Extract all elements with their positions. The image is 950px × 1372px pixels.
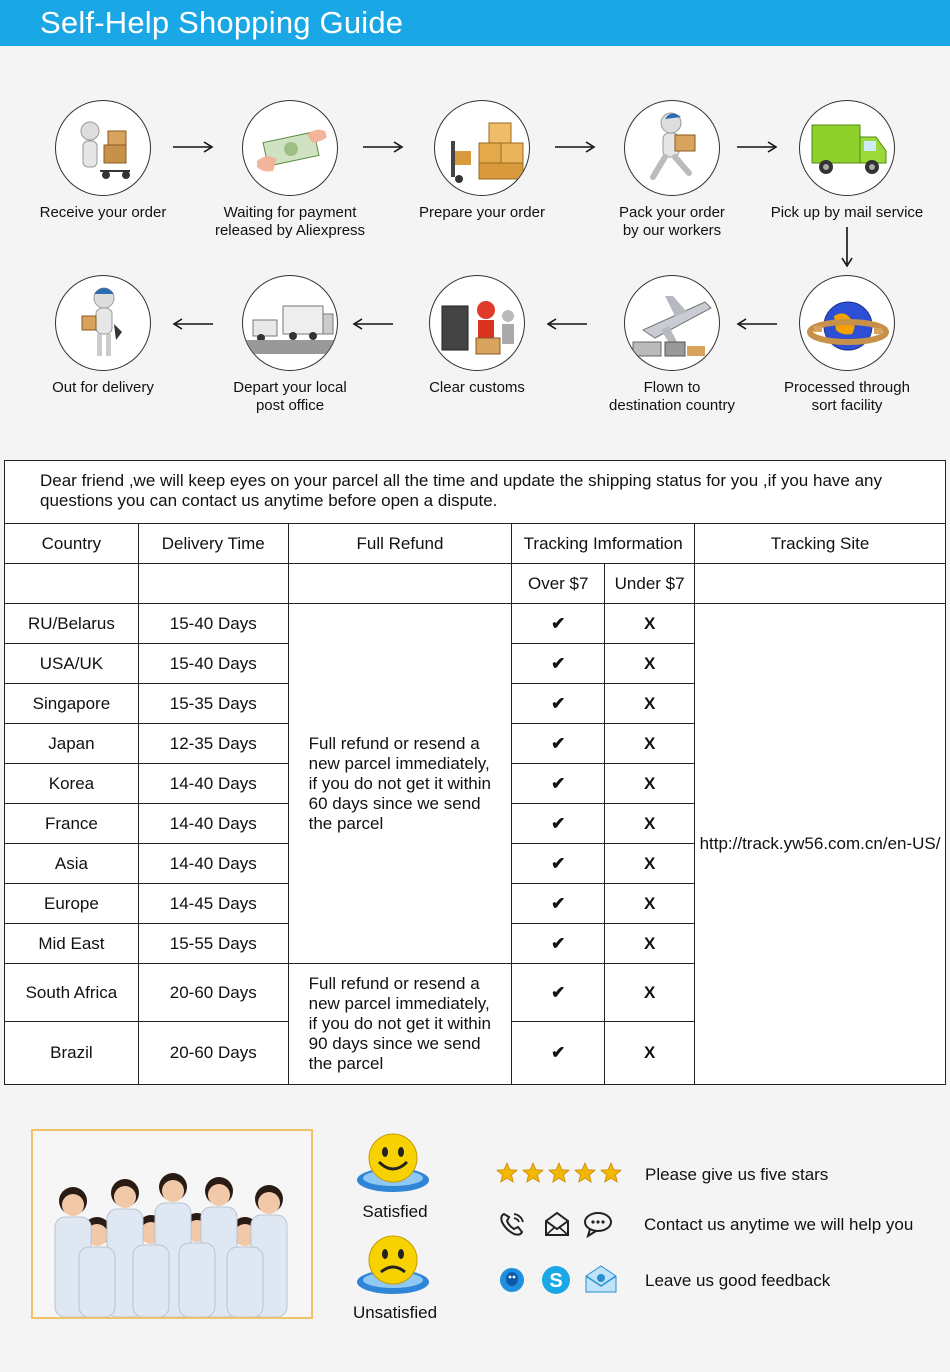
step-label: Depart your local post office [233, 379, 347, 414]
team-photo [31, 1129, 313, 1319]
step-label: Flown to destination country [609, 379, 735, 414]
customs-icon [429, 275, 525, 371]
empty-cell [288, 564, 512, 604]
five-stars-icon[interactable] [496, 1162, 622, 1184]
step-pack-order [582, 100, 762, 240]
country-cell: RU/Belarus [5, 604, 139, 644]
globe-parcels-icon [799, 275, 895, 371]
step-processed-sort [757, 275, 937, 415]
delivery-time-cell: 14-45 Days [138, 884, 288, 924]
unsatisfied-label: Unsatisfied [352, 1303, 438, 1322]
delivery-time-cell: 15-35 Days [138, 684, 288, 724]
check-icon: ✔ [512, 764, 605, 804]
arrow-right-icon [736, 140, 778, 154]
step-pick-up [757, 100, 937, 222]
trucks-icon [242, 275, 338, 371]
step-prepare-order [392, 100, 572, 222]
messenger-icon[interactable] [498, 1266, 526, 1294]
plane-icon [624, 275, 720, 371]
header-delivery-time: Delivery Time [138, 524, 288, 564]
delivery-time-cell: 20-60 Days [138, 1022, 288, 1085]
subheader-over-7: Over $7 [512, 564, 605, 604]
country-cell: South Africa [5, 964, 139, 1022]
step-clear-customs [387, 275, 567, 397]
feedback-text: Leave us good feedback [645, 1271, 831, 1290]
delivery-man-icon [55, 275, 151, 371]
check-icon: ✔ [512, 604, 605, 644]
country-cell: Brazil [5, 1022, 139, 1085]
check-icon: ✔ [512, 924, 605, 964]
header-tracking-site: Tracking Site [695, 524, 946, 564]
delivery-time-cell: 14-40 Days [138, 764, 288, 804]
page-title: Self-Help Shopping Guide [40, 5, 404, 40]
chat-icon[interactable] [582, 1210, 614, 1238]
cross-icon: X [605, 644, 695, 684]
step-depart-post-office [200, 275, 380, 415]
check-icon: ✔ [512, 724, 605, 764]
empty-cell [695, 564, 946, 604]
svg-text:S: S [549, 1270, 563, 1292]
tracking-site-link[interactable]: http://track.yw56.com.cn/en-US/ [695, 604, 946, 1085]
check-icon: ✔ [512, 644, 605, 684]
country-cell: USA/UK [5, 644, 139, 684]
refund-60-days: Full refund or resend a new parcel immediately, if you do not get it within 60 days since we send the parcel [288, 604, 512, 964]
truck-icon [799, 100, 895, 196]
step-receive-order [13, 100, 193, 222]
empty-cell [5, 564, 139, 604]
header-full-refund: Full Refund [288, 524, 512, 564]
satisfied-label: Satisfied [362, 1202, 428, 1221]
arrow-left-icon [736, 317, 778, 331]
country-cell: France [5, 804, 139, 844]
check-icon: ✔ [512, 844, 605, 884]
check-icon: ✔ [512, 964, 605, 1022]
arrow-down-icon [840, 226, 854, 268]
refund-90-days: Full refund or resend a new parcel immediately, if you do not get it within 90 days since we send the parcel [288, 964, 512, 1085]
mail-icon[interactable] [543, 1210, 571, 1238]
step-label: Prepare your order [419, 204, 545, 221]
country-cell: Asia [5, 844, 139, 884]
cross-icon: X [605, 684, 695, 724]
empty-cell [138, 564, 288, 604]
step-label: Waiting for payment released by Aliexpress [214, 204, 366, 239]
step-flown [582, 275, 762, 415]
running-worker-icon [624, 100, 720, 196]
check-icon: ✔ [512, 684, 605, 724]
contact-text: Contact us anytime we will help you [644, 1215, 914, 1234]
header-tracking-info: Tracking Imformation [512, 524, 695, 564]
delivery-time-cell: 14-40 Days [138, 844, 288, 884]
arrow-right-icon [554, 140, 596, 154]
delivery-time-cell: 20-60 Days [138, 964, 288, 1022]
shipping-table [4, 460, 946, 1085]
delivery-time-cell: 15-40 Days [138, 604, 288, 644]
arrow-left-icon [352, 317, 394, 331]
money-hand-icon [242, 100, 338, 196]
step-label: Processed through sort facility [784, 379, 910, 414]
country-cell: Singapore [5, 684, 139, 724]
country-cell: Japan [5, 724, 139, 764]
check-icon: ✔ [512, 884, 605, 924]
country-cell: Mid East [5, 924, 139, 964]
step-label: Receive your order [39, 204, 167, 221]
cross-icon: X [605, 724, 695, 764]
delivery-time-cell: 15-55 Days [138, 924, 288, 964]
header-country: Country [5, 524, 139, 564]
arrow-right-icon [362, 140, 404, 154]
step-label: Pack your order by our workers [619, 204, 725, 239]
step-label: Clear customs [429, 379, 525, 396]
cross-icon: X [605, 804, 695, 844]
cross-icon: X [605, 604, 695, 644]
arrow-right-icon [172, 140, 214, 154]
cross-icon: X [605, 884, 695, 924]
delivery-time-cell: 14-40 Days [138, 804, 288, 844]
satisfied-smiley-icon[interactable] [354, 1130, 432, 1196]
five-stars-text: Please give us five stars [645, 1165, 829, 1184]
country-cell: Korea [5, 764, 139, 804]
cross-icon: X [605, 964, 695, 1022]
skype-icon[interactable] [540, 1264, 572, 1296]
email-envelope-icon[interactable] [584, 1264, 618, 1294]
phone-icon[interactable] [498, 1210, 528, 1238]
check-icon: ✔ [512, 1022, 605, 1085]
delivery-time-cell: 15-40 Days [138, 644, 288, 684]
delivery-time-cell: 12-35 Days [138, 724, 288, 764]
subheader-under-7: Under $7 [605, 564, 695, 604]
arrow-left-icon [172, 317, 214, 331]
step-waiting-payment [200, 100, 380, 240]
worker-cart-icon [55, 100, 151, 196]
page-header [0, 0, 950, 46]
country-cell: Europe [5, 884, 139, 924]
boxes-icon [434, 100, 530, 196]
cross-icon: X [605, 844, 695, 884]
intro-text: Dear friend ,we will keep eyes on your parcel all the time and update the shipping status for you ,if you have any questions you can contact us anytime before open a dispute. [5, 461, 946, 524]
step-out-for-delivery [13, 275, 193, 397]
cross-icon: X [605, 764, 695, 804]
cross-icon: X [605, 924, 695, 964]
table-row [5, 604, 946, 644]
step-label: Pick up by mail service [770, 204, 924, 221]
unsatisfied-face-icon[interactable] [354, 1232, 432, 1298]
check-icon: ✔ [512, 804, 605, 844]
cross-icon: X [605, 1022, 695, 1085]
arrow-left-icon [546, 317, 588, 331]
step-label: Out for delivery [52, 379, 154, 396]
